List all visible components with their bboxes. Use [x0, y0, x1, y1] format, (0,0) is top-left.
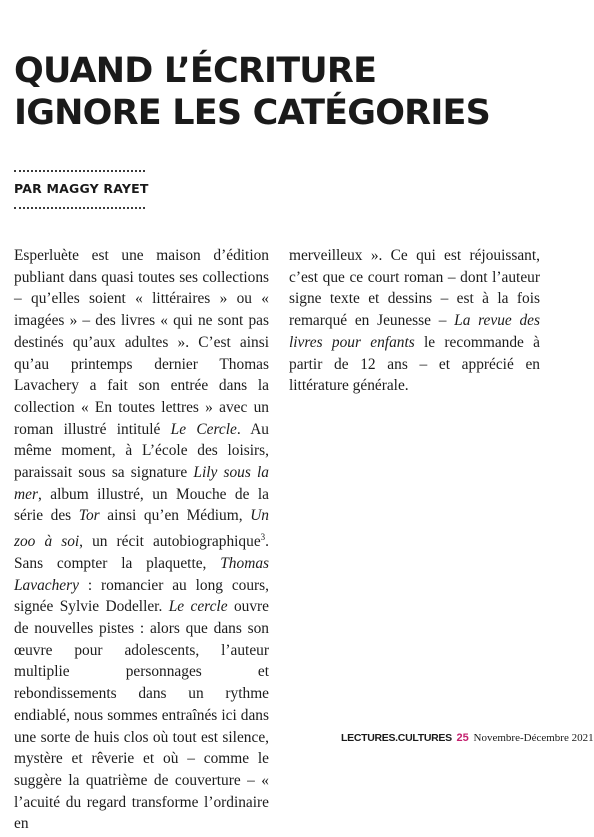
footnote-marker: 3 [260, 532, 266, 543]
article-column-left [14, 245, 269, 835]
article-paragraph: merveilleux ». Ce qui est réjouissant, c’est que ce court roman – dont l’auteur signe texte et dessins – est à la fois remarqué en Jeunesse – La revue des livres pour enfants le recommande à partir de 12 ans – et apprécié en littérature générale. [289, 247, 540, 395]
book-title: Un zoo à soi [14, 507, 269, 551]
page-number: 25 [456, 732, 469, 744]
bottom-dotted-divider [14, 207, 145, 209]
top-dotted-divider [14, 170, 145, 172]
book-title: Le Cercle [170, 420, 237, 438]
page-footer [341, 732, 594, 744]
title-line-2: IGNORE LES CATÉGORIES [14, 93, 491, 133]
series-title: Tor [78, 507, 100, 525]
author-byline: PAR MAGGY RAYET [14, 181, 149, 196]
issue-date: Novembre-Décembre 2021 [473, 732, 594, 744]
title-line-1: QUAND L’ÉCRITURE [14, 51, 377, 91]
publication-title: La revue des livres pour enfants [289, 312, 540, 351]
article-title [14, 50, 544, 134]
book-title: Thomas Lavachery [14, 554, 269, 594]
book-title: Lily sous la mer [14, 464, 269, 503]
article-column-right [289, 245, 540, 397]
magazine-name: LECTURES.CULTURES [341, 732, 452, 744]
book-title: Le cercle [168, 598, 228, 616]
article-paragraph: Esperluète est une maison d’édition publiant dans quasi toutes ses collections – qu’elles soient « littéraires » ou « imagées » – des livres « qui ne sont pas destinés qu’aux adultes ». C’est ainsi qu’au printemps dernier Thomas Lavachery a fait son entrée dans la collection « En toutes lettres » avec un roman illustré intitulé Le Cercle. Au même moment, à L’école des loisirs, paraissait sous sa signature Lily sous la mer, album illustré, un Mouche de la série des Tor ainsi qu’en Médium, Un zoo à soi, un récit autobiographique$^3$. Sans compter la plaquette, Thomas Lavachery : romancier au long cours, signée Sylvie Dodeller. Le cercle ouvre de nouvelles pistes : alors que dans son œuvre pour adolescents, l’auteur multiplie personnages et rebondissements dans un rythme endiablé, nous sommes entraînés ici dans une sorte de huis clos où tout est silence, mystère et rêverie et où – comme le suggère la quatrième de couverture – « l’acuité du regard transforme l’ordinaire en [14, 247, 270, 833]
